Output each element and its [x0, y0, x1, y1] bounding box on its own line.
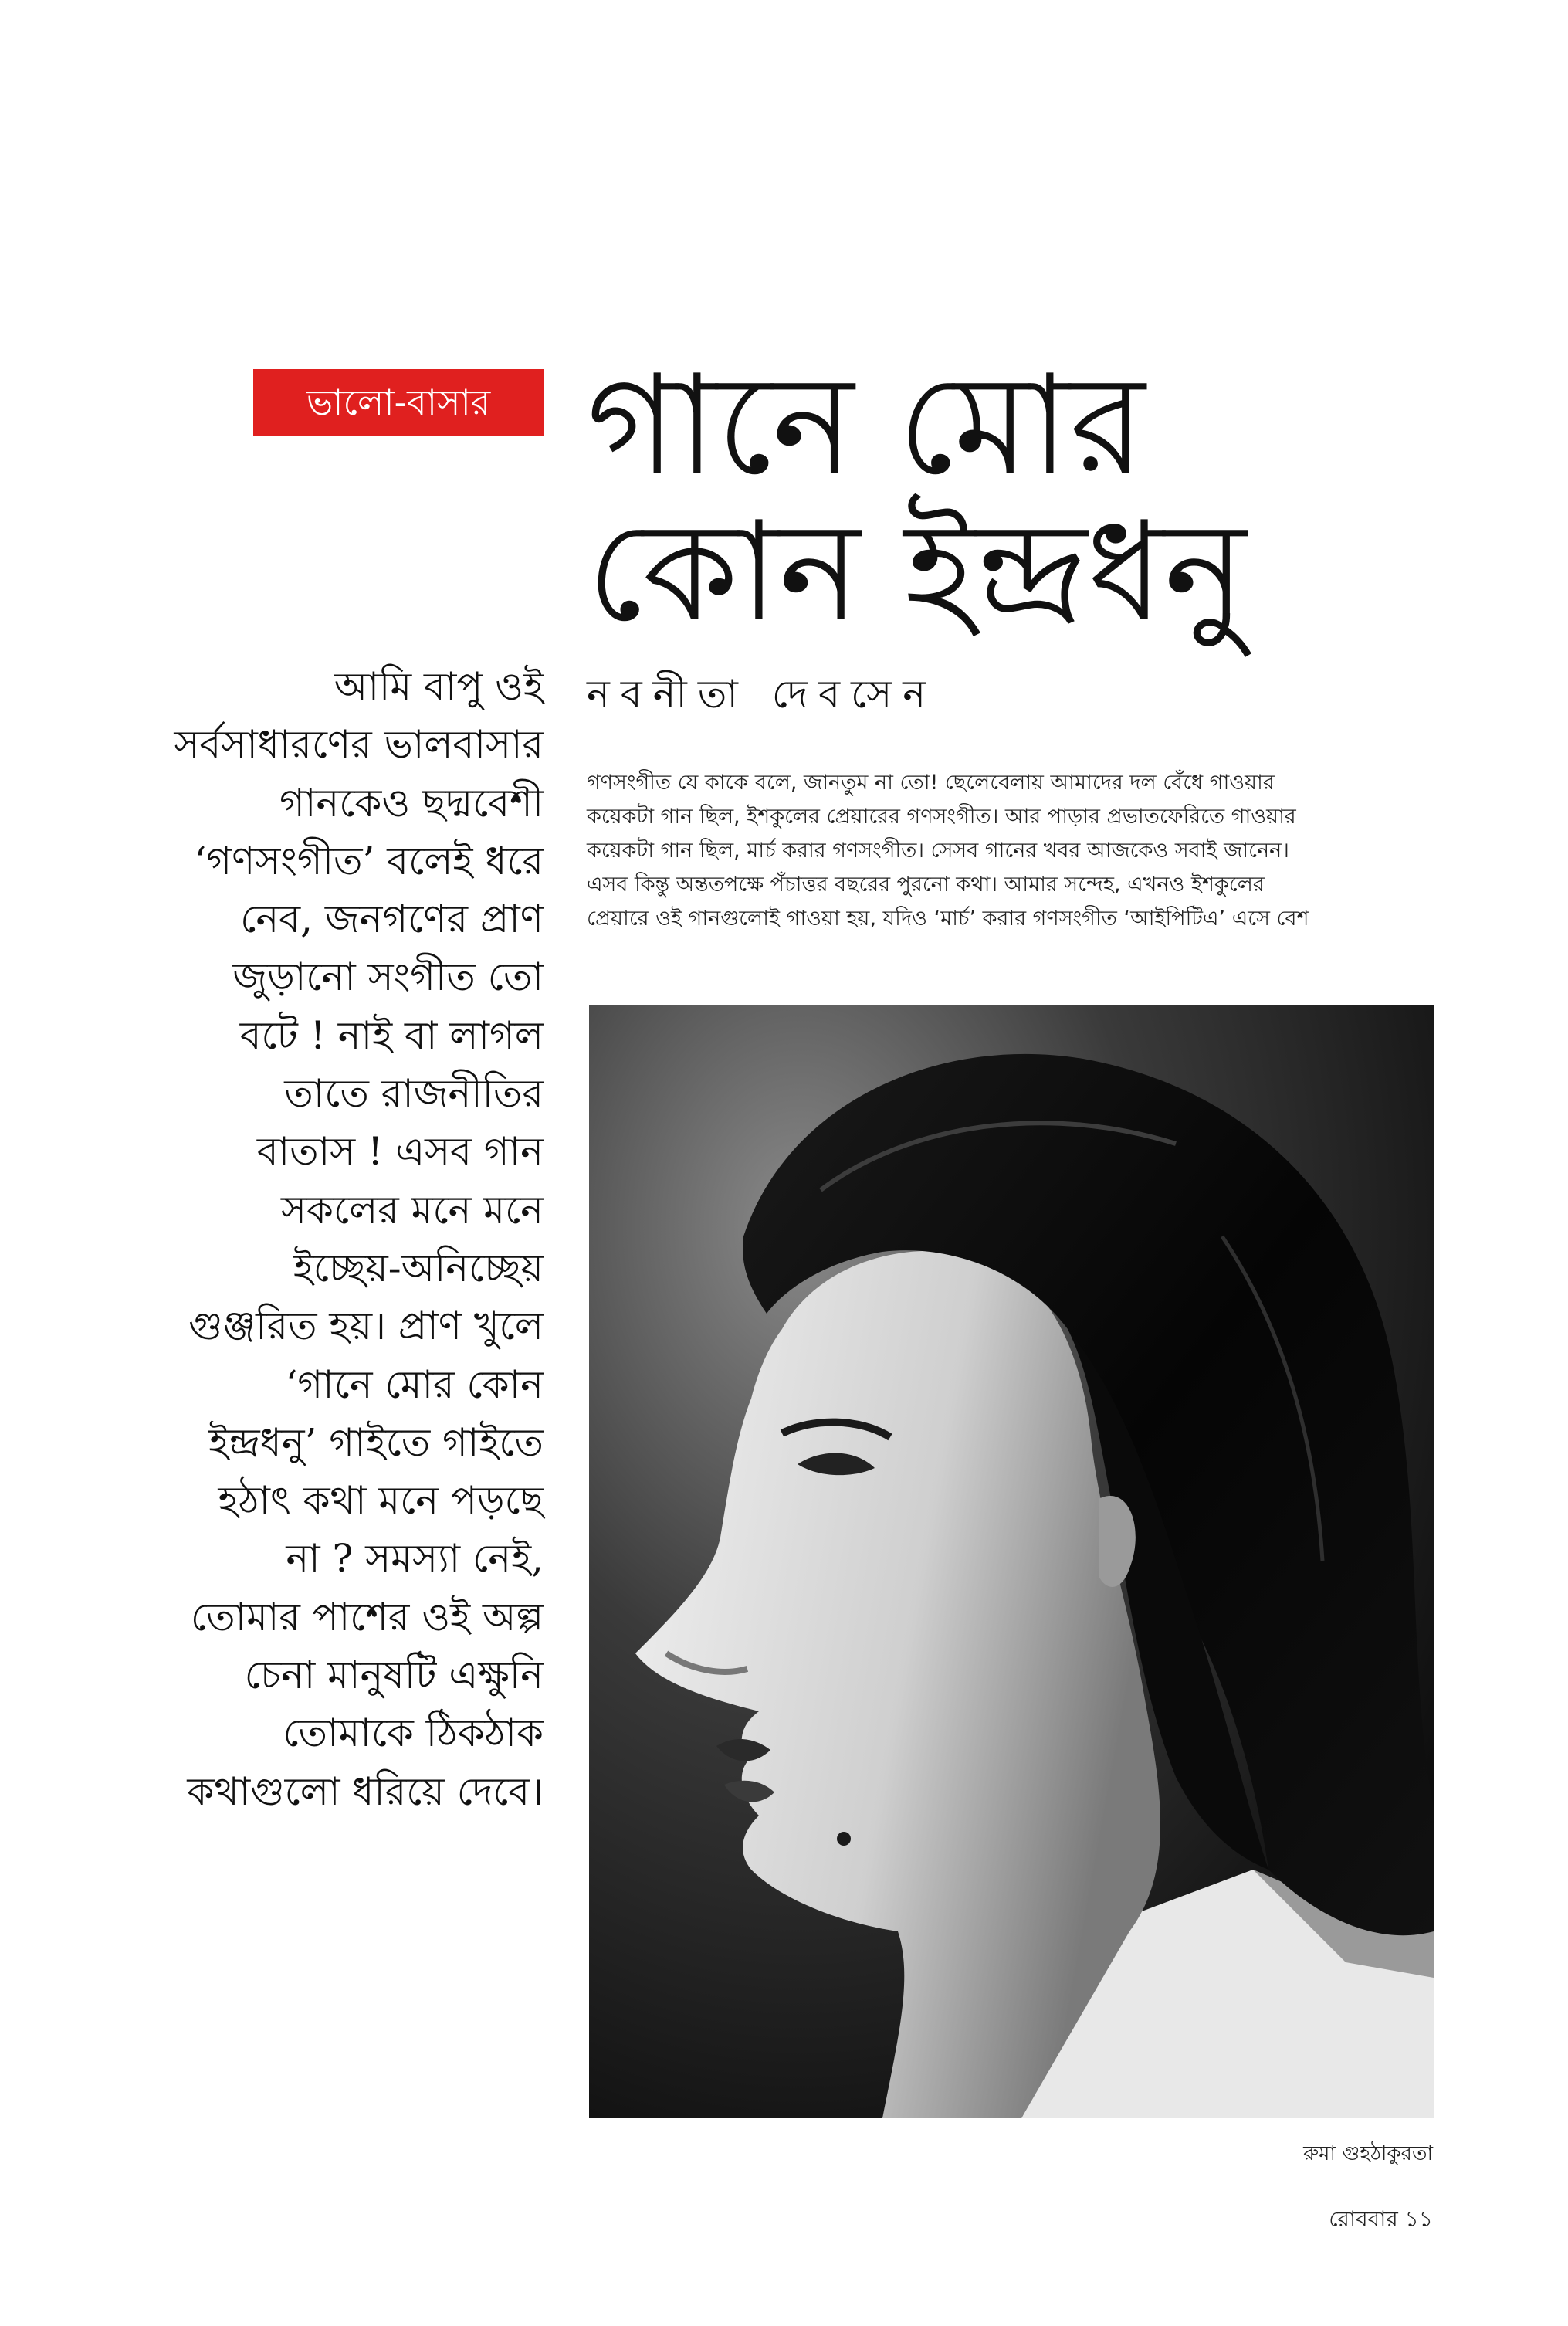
pullquote-line: কথাগুলো ধরিয়ে দেবে।	[187, 1768, 544, 1814]
page-folio: রোববার ১১	[1329, 2206, 1433, 2232]
body-line: প্রেয়ারে ওই গানগুলোই গাওয়া হয়, যদিও ‘মার্চ’ করার গণসংগীত ‘আইপিটিএ’ এসে বেশ	[587, 907, 1309, 931]
pullquote-line: তোমার পাশের ওই অল্প	[190, 1594, 544, 1639]
pullquote-line: গানকেও ছদ্মবেশী	[279, 780, 544, 826]
pullquote-line: আমি বাপু ওই	[334, 664, 544, 709]
body-line: কয়েকটা গান ছিল, ইশকুলের প্রেয়ারের গণসংগীত। আর পাড়ার প্রভাতফেরিতে গাওয়ার	[587, 805, 1296, 829]
headline	[587, 345, 1498, 652]
pullquote-line: ‘গানে মোর কোন	[285, 1361, 544, 1407]
article-intro	[587, 766, 1475, 936]
portrait-illustration	[589, 1005, 1434, 2118]
portrait-photo	[589, 1005, 1434, 2118]
pullquote	[100, 658, 544, 1821]
body-line: কয়েকটা গান ছিল, মার্চ করার গণসংগীত। সেসব গানের খবর আজকেও সবাই জানেন।	[587, 839, 1289, 863]
body-line: এসব কিন্তু অন্ততপক্ষে পঁচাত্তর বছরের পুরনো কথা। আমার সন্দেহ, এখনও ইশকুলের	[587, 873, 1265, 897]
pullquote-line: হঠাৎ কথা মনে পড়ছে	[218, 1478, 544, 1524]
headline-line: কোন ইন্দ্রধনু	[587, 492, 1246, 652]
body-line: গণসংগীত যে কাকে বলে, জানতুম না তো! ছেলেবেলায় আমাদের দল বেঁধে গাওয়ার	[587, 771, 1275, 795]
pullquote-line: বটে ! নাই বা লাগল	[239, 1012, 544, 1058]
pullquote-line: চেনা মানুষটি এক্ষুনি	[244, 1653, 544, 1698]
pullquote-line: না ? সমস্যা নেই,	[286, 1536, 544, 1582]
pullquote-line: জুড়ানো সংগীত তো	[232, 954, 544, 1000]
pullquote-line: নেব, জনগণের প্রাণ	[240, 897, 544, 942]
headline-line: গানে মোর	[587, 345, 1146, 505]
pullquote-line: ইচ্ছেয়-অনিচ্ছেয়	[293, 1245, 544, 1290]
pullquote-line: ইন্দ্রধনু’ গাইতে গাইতে	[208, 1419, 544, 1465]
pullquote-line: ‘গণসংগীত’ বলেই ধরে	[194, 838, 544, 883]
pullquote-line: বাতাস ! এসব গান	[256, 1129, 544, 1175]
pullquote-line: তাতে রাজনীতির	[284, 1071, 544, 1117]
pullquote-line: সকলের মনে মনে	[280, 1187, 544, 1233]
pullquote-line: সর্বসাধারণের ভালবাসার	[174, 722, 544, 768]
pullquote-line: তোমাকে ঠিকঠাক	[283, 1711, 544, 1756]
section-tag: ভালো-বাসার বারান্দা	[253, 369, 544, 436]
pullquote-line: গুঞ্জরিত হয়। প্রাণ খুলে	[188, 1304, 544, 1349]
photo-caption: রুমা গুহঠাকুরতা	[1303, 2142, 1433, 2165]
author-byline: নবনীতা দেবসেন	[587, 672, 937, 717]
